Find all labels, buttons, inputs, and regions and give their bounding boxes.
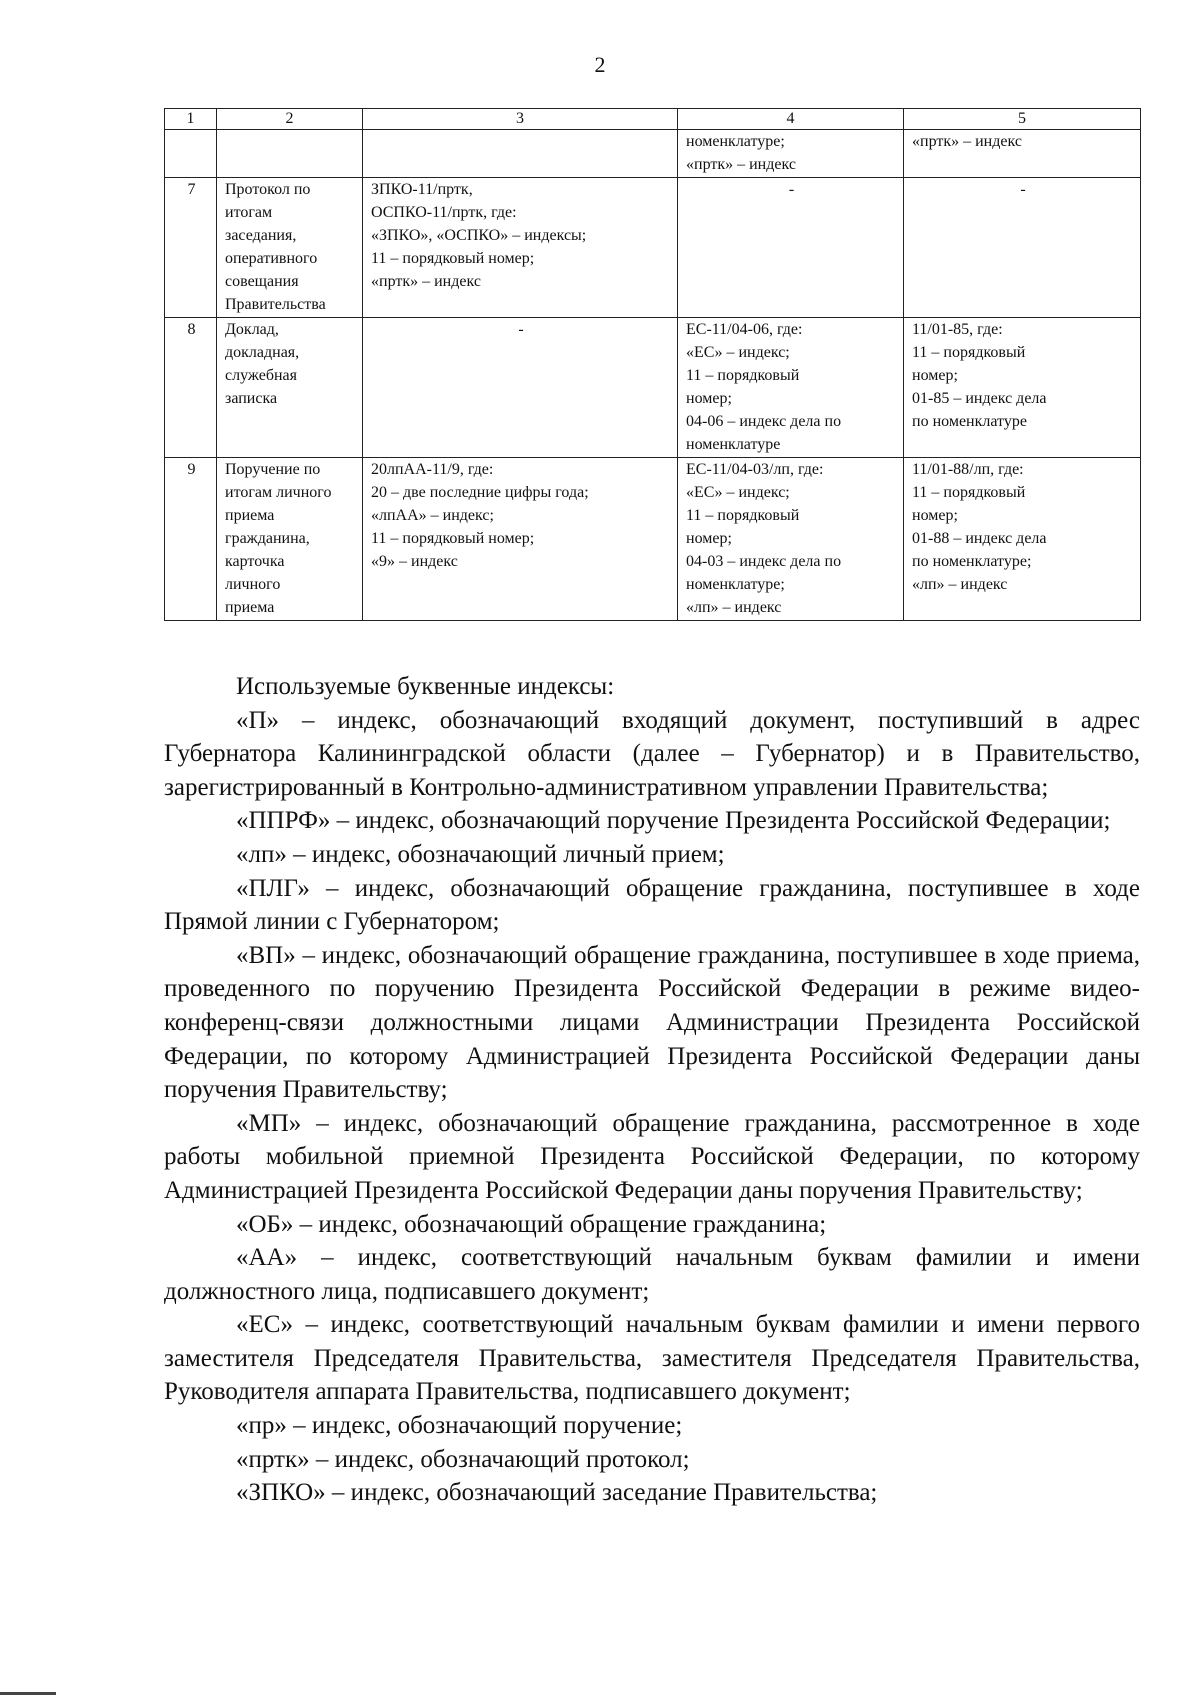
legend-paragraph: «лп» – индекс, обозначающий личный прием; xyxy=(236,840,725,868)
cell-line: ЗПКО-11/пртк, xyxy=(371,181,473,198)
cell-line: итогам xyxy=(225,204,273,221)
table-cell-col4 xyxy=(678,318,904,458)
cell-line: 04-03 – индекс дела по xyxy=(686,553,842,570)
cell-line: номенклатуре; xyxy=(686,133,785,150)
cell-line: 04-06 – индекс дела по xyxy=(686,413,842,430)
table-cell-col4 xyxy=(678,178,904,318)
table-cell-col2 xyxy=(217,458,363,621)
cell-line: «лпАА» – индекс; xyxy=(371,507,494,524)
cell-line: - xyxy=(1020,181,1026,198)
table-header-row xyxy=(165,109,1141,130)
table-body xyxy=(165,109,1141,621)
cell-line: 11 – порядковый xyxy=(912,484,1026,501)
cell-line: итогам личного xyxy=(225,484,332,501)
table-cell-col5 xyxy=(904,178,1141,318)
cell-line: номенклатуре xyxy=(686,436,781,453)
cell-line: - xyxy=(788,181,795,198)
legend-paragraph: «АА» – индекс, соответствующий начальным буквам фамилии и имени должностного лица, подписавшего документ; xyxy=(164,1244,1140,1305)
table-cell-col5 xyxy=(904,458,1141,621)
cell-line: докладная, xyxy=(225,344,300,361)
cell-line: записка xyxy=(225,390,278,407)
table-row xyxy=(165,178,1141,318)
table-cell-col3 xyxy=(363,178,678,318)
table-cell-col5 xyxy=(904,130,1141,178)
table-row xyxy=(165,130,1141,178)
table-cell-col4 xyxy=(678,130,904,178)
page-number: 2 xyxy=(594,52,606,77)
cell-line: ОСПКО-11/пртк, где: xyxy=(371,204,517,221)
cell-line: «ЗПКО», «ОСПКО» – индексы; xyxy=(371,227,587,244)
cell-line: карточка xyxy=(225,553,285,570)
cell-line: номенклатуре; xyxy=(686,576,785,593)
table-cell-col3 xyxy=(363,130,678,178)
cell-line: «ЕС» – индекс; xyxy=(686,344,790,361)
legend-paragraph: «ВП» – индекс, обозначающий обращение гражданина, поступившее в ходе приема, проведенного по поручению Президента Российской Федерации в режиме видео-конференц-связи должностными лицами Администрации Президента Российской Федерации, по которому Администрацией Президента Российской Федерации даны поручения Правительству; xyxy=(164,941,1140,1104)
table-cell-col4 xyxy=(678,458,904,621)
cell-line: 11/01-88/лп, где: xyxy=(912,461,1024,478)
cell-line: служебная xyxy=(225,367,297,384)
cell-line: по номенклатуре; xyxy=(912,553,1032,570)
legend-paragraph: «ЗПКО» – индекс, обозначающий заседание Правительства; xyxy=(236,1479,878,1507)
table-cell-col2 xyxy=(217,178,363,318)
cell-line: «лп» – индекс xyxy=(912,576,1008,593)
row-number-cell: 7 xyxy=(165,178,217,318)
legend-paragraph: «ЕС» – индекс, соответствующий начальным буквам фамилии и имени первого заместителя Председателя Правительства, заместителя Председателя Правительства, Руководителя аппарата Правительства, подписавшего документ; xyxy=(164,1311,1140,1406)
cell-line: 11 – порядковый номер; xyxy=(371,530,535,547)
cell-line: приема xyxy=(225,507,275,524)
cell-line: Протокол по xyxy=(225,181,311,198)
cell-line: Поручение по xyxy=(225,461,321,478)
header-cell-3: 3 xyxy=(363,109,678,130)
cell-line: 20лпАА-11/9, где: xyxy=(371,461,494,478)
legend-heading: Используемые буквенные индексы: xyxy=(236,673,615,700)
header-cell-5: 5 xyxy=(904,109,1141,130)
row-number-cell: 8 xyxy=(165,318,217,458)
cell-line: «пртк» – индекс xyxy=(686,156,796,173)
legend-paragraph: «пр» – индекс, обозначающий поручение; xyxy=(236,1412,683,1440)
legend-text xyxy=(164,670,1140,1510)
cell-line: ЕС-11/04-03/лп, где: xyxy=(686,461,824,478)
header-cell-1: 1 xyxy=(165,109,217,130)
cell-line: 11 – порядковый xyxy=(686,367,800,384)
table-cell-col3 xyxy=(363,318,678,458)
cell-line: по номенклатуре xyxy=(912,413,1027,430)
header-cell-2: 2 xyxy=(217,109,363,130)
cell-line: гражданина, xyxy=(225,530,310,547)
cell-line: номер; xyxy=(686,530,732,547)
cell-line: номер; xyxy=(912,507,958,524)
legend-paragraph: «ПЛГ» – индекс, обозначающий обращение гражданина, поступившее в ходе Прямой линии с Губернатором; xyxy=(164,874,1140,936)
legend-paragraph: «ОБ» – индекс, обозначающий обращение гражданина; xyxy=(236,1210,827,1238)
cell-line: 11 – порядковый xyxy=(912,344,1026,361)
cell-line: 11/01-85, где: xyxy=(912,321,1003,338)
scan-edge-mark xyxy=(0,1692,56,1695)
row-number-cell: 9 xyxy=(165,458,217,621)
cell-line: Доклад, xyxy=(225,321,279,338)
cell-line: «ЕС» – индекс; xyxy=(686,484,790,501)
row-number-cell xyxy=(165,130,217,178)
table-cell-col5 xyxy=(904,318,1141,458)
table-cell-col3 xyxy=(363,458,678,621)
cell-line: «пртк» – индекс xyxy=(912,133,1022,150)
cell-line: совещания xyxy=(225,273,299,290)
cell-line: «пртк» – индекс xyxy=(371,273,481,290)
cell-line: «лп» – индекс xyxy=(686,599,782,616)
cell-line: 11 – порядковый xyxy=(686,507,800,524)
cell-line: 11 – порядковый номер; xyxy=(371,250,535,267)
table-row xyxy=(165,458,1141,621)
table-cell-col2 xyxy=(217,130,363,178)
cell-line: Правительства xyxy=(225,296,326,313)
cell-line: оперативного xyxy=(225,250,318,267)
index-table xyxy=(164,108,1141,621)
cell-line: - xyxy=(518,321,524,338)
legend-paragraph: «МП» – индекс, обозначающий обращение гражданина, рассмотренное в ходе работы мобильной приемной Президента Российской Федерации, по которому Администрацией Президента Российской Федерации даны поручения Правительству; xyxy=(164,1109,1140,1204)
cell-line: ЕС-11/04-06, где: xyxy=(686,321,803,338)
cell-line: 01-85 – индекс дела xyxy=(912,390,1047,407)
header-cell-4: 4 xyxy=(678,109,904,130)
cell-line: личного xyxy=(225,576,281,593)
cell-line: 01-88 – индекс дела xyxy=(912,530,1047,547)
cell-line: номер; xyxy=(686,390,732,407)
cell-line: 20 – две последние цифры года; xyxy=(371,484,589,501)
table-cell-col2 xyxy=(217,318,363,458)
table-row xyxy=(165,318,1141,458)
legend-paragraph: «П» – индекс, обозначающий входящий документ, поступивший в адрес Губернатора Калининградской области (далее – Губернатор) и в Правительство, зарегистрированный в Контрольно-административном управлении Правительства; xyxy=(164,706,1140,801)
legend-paragraph: «ППРФ» – индекс, обозначающий поручение Президента Российской Федерации; xyxy=(236,807,1111,835)
cell-line: «9» – индекс xyxy=(371,553,458,570)
legend-paragraph: «пртк» – индекс, обозначающий протокол; xyxy=(236,1445,690,1473)
cell-line: заседания, xyxy=(225,227,297,244)
cell-line: приема xyxy=(225,599,275,616)
cell-line: номер; xyxy=(912,367,958,384)
